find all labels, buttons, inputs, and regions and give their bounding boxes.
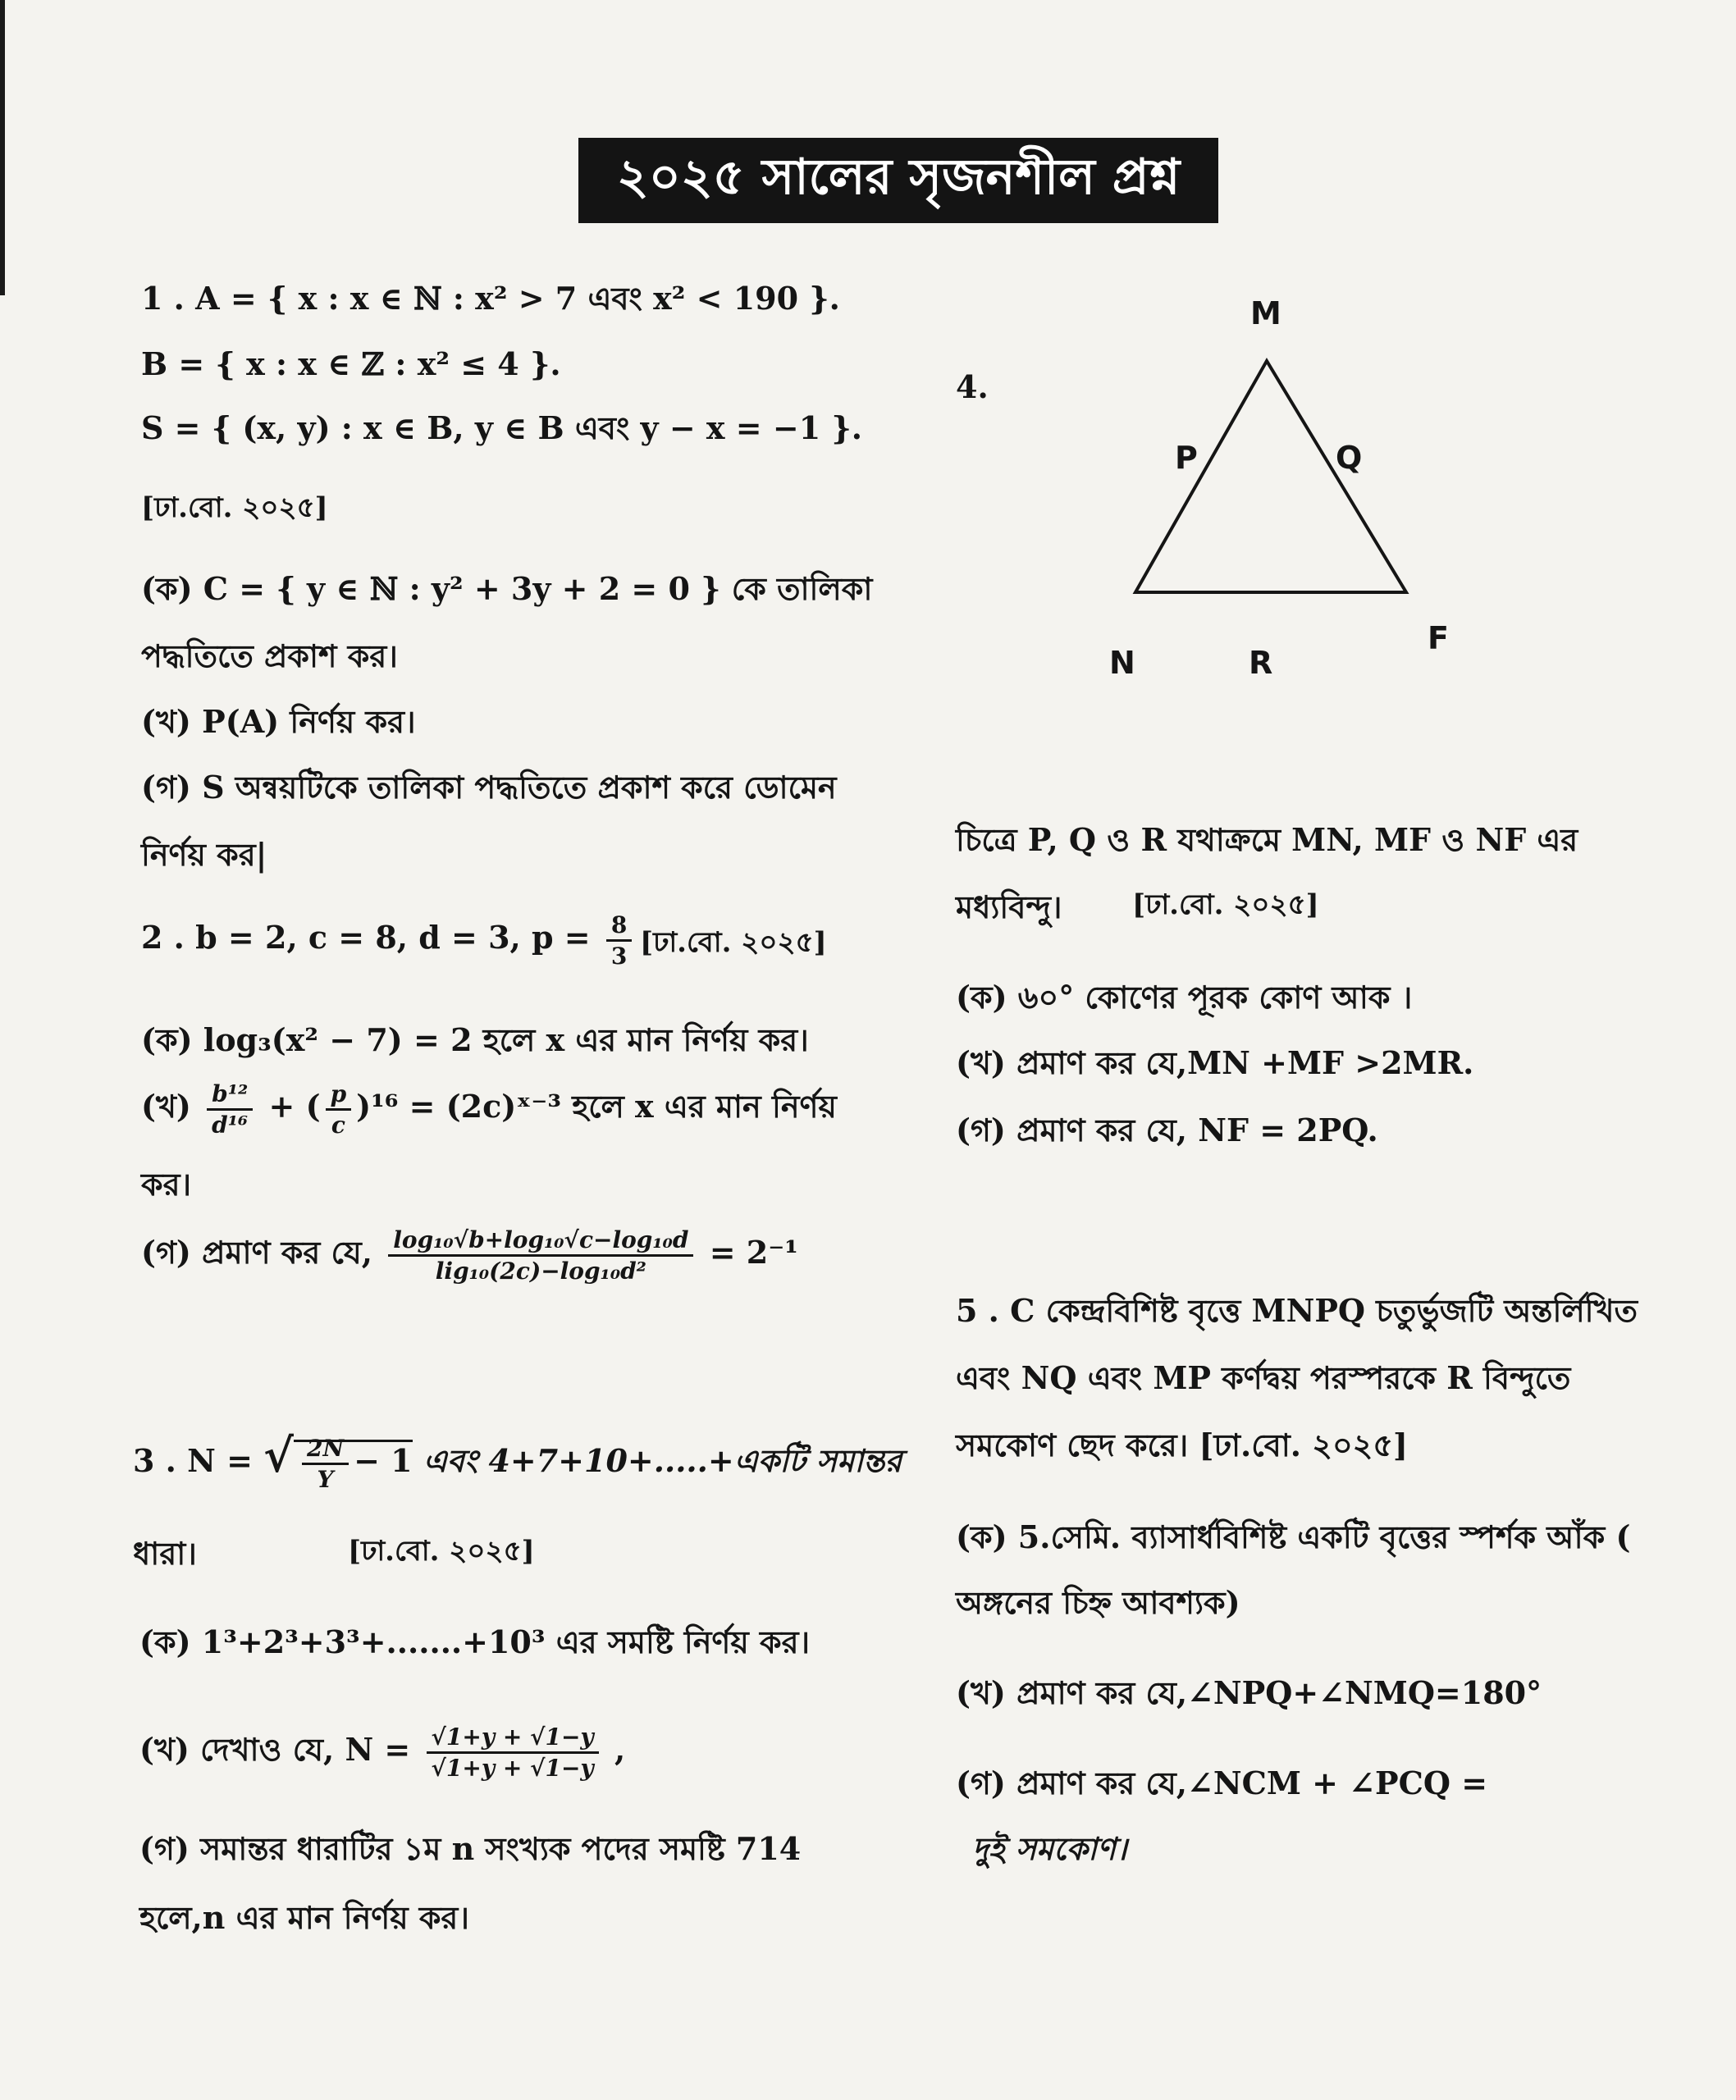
q2-p-fraction — [606, 911, 632, 970]
q3-kha-fraction — [427, 1723, 599, 1783]
q1-line1: 1 . A = { x : x ∈ ℕ : x² > 7 এবং x² < 190 }. — [141, 280, 840, 317]
q2-ga-label: (গ) প্রমাণ কর যে, — [141, 1234, 373, 1271]
label-q: Q — [1336, 440, 1363, 476]
q2-head — [141, 911, 637, 970]
q1-ga-line2: নির্ণয় কর| — [141, 836, 267, 873]
q2-kha-fraction-2 — [326, 1080, 352, 1139]
q3-root — [294, 1435, 413, 1493]
q2-kha-plus: + — [268, 1088, 295, 1125]
q3-board: [ঢা.বো. ২০২৫] — [348, 1535, 535, 1568]
q2-kha-f2-numerator: p — [326, 1080, 352, 1111]
q3-kha-numerator: √1+y + √1−y — [427, 1723, 599, 1754]
q3-ka: (ক) 1³+2³+3³+.......+10³ এর সমষ্টি নির্ণয় কর। — [139, 1623, 811, 1660]
q3-root-fraction — [302, 1434, 349, 1494]
q4-desc-line1: চিত্রে P, Q ও R যথাক্রমে MN, MF ও NF এর — [956, 821, 1578, 858]
q5-ga-line2: দুই সমকোণ। — [972, 1830, 1127, 1867]
q2-p-numerator: 8 — [606, 911, 632, 942]
q3-root-rest: − 1 — [354, 1442, 413, 1479]
q3-kha-end: , — [614, 1731, 626, 1768]
q2-board: [ঢা.বো. ২০২৫] — [640, 926, 827, 959]
q1-line3: S = { (x, y) : x ∈ B, y ∈ B এবং y − x = −1 }. — [141, 409, 863, 446]
triangle-figure — [1099, 287, 1477, 697]
q3-head-text: 3 . N = — [133, 1442, 253, 1479]
label-n: N — [1109, 645, 1135, 681]
q2-kha-label: (খ) — [141, 1088, 191, 1125]
q4-ga: (গ) প্রমাণ কর যে, NF = 2PQ. — [956, 1112, 1378, 1148]
q5-line2: এবং NQ এবং MP কর্ণদ্বয় পরস্পরকে R বিন্দুতে — [956, 1359, 1571, 1396]
q2-p-denominator: 3 — [610, 943, 628, 970]
q5-line1: 5 . C কেন্দ্রবিশিষ্ট বৃত্তে MNPQ চতুর্ভুজটি অন্তর্লিখিত — [956, 1292, 1638, 1329]
q2-ga-fraction — [388, 1226, 693, 1285]
q2-ga — [141, 1226, 798, 1285]
q3-root-denominator: Y — [317, 1466, 334, 1493]
q1-board: [ঢা.বো. ২০২৫] — [141, 491, 328, 524]
page-edge-shadow — [0, 0, 5, 295]
q2-kha: (খ) $\frac{\text{b¹²}}{\text{d¹⁶}}$ + ( $\frac{p}{c}$ )¹⁶ = (2c)ˣ⁻³ হলে x এর মান নির্ণয় — [141, 1080, 837, 1139]
q4-kha: (খ) প্রমাণ কর যে,MN +MF >2MR. — [956, 1044, 1474, 1081]
page-title — [578, 138, 1218, 223]
q2-ga-numerator: log₁₀√b+log₁₀√c−log₁₀d — [388, 1226, 693, 1257]
label-m: M — [1250, 295, 1281, 331]
q2-ka: (ক) log₃(x² − 7) = 2 হলে x এর মান নির্ণয় কর। — [141, 1021, 809, 1058]
q3-ga-line2: হলে,n এর মান নির্ণয় কর। — [139, 1899, 469, 1936]
triangle-mnf — [1135, 361, 1406, 592]
q5-kha: (খ) প্রমাণ কর যে,∠NPQ+∠NMQ=180° — [956, 1674, 1542, 1711]
q2-kha-fraction-1 — [207, 1080, 253, 1139]
q2-kha-f2-denominator: c — [331, 1112, 345, 1139]
q4-desc-line2: মধ্যবিন্দু। — [956, 888, 1062, 925]
q3-tail: এবং 4+7+10+.....+একটি সমান্তর — [423, 1442, 902, 1479]
q2-ga-denominator: lig₁₀(2c)−log₁₀d² — [435, 1258, 646, 1285]
q2-kha-line2: কর। — [141, 1166, 192, 1203]
q3-kha — [139, 1723, 625, 1783]
q4-number: 4. — [956, 368, 989, 405]
page-title-text: ২০২৫ সালের সৃজনশীল প্রশ্ন — [616, 148, 1181, 206]
label-f: F — [1428, 620, 1449, 656]
q5-line3: সমকোণ ছেদ করে। [ঢা.বো. ২০২৫] — [956, 1427, 1409, 1463]
q4-ka: (ক) ৬০° কোণের পূরক কোণ আক । — [956, 979, 1413, 1016]
q2-kha-f1-numerator: b¹² — [207, 1080, 253, 1111]
q1-ka-line2: পদ্ধতিতে প্রকাশ কর। — [141, 637, 398, 674]
label-p: P — [1175, 440, 1198, 476]
q1-ka-line1: (ক) C = { y ∈ ℕ : y² + 3y + 2 = 0 } কে তালিকা — [141, 570, 873, 607]
q4-board: [ঢা.বো. ২০২৫] — [1132, 888, 1319, 921]
label-r: R — [1249, 645, 1273, 681]
q5-ka-line1: (ক) 5.সেমি. ব্যাসার্ধবিশিষ্ট একটি বৃত্তের স্পর্শক আঁক ( — [956, 1518, 1631, 1555]
q2-kha-f1-denominator: d¹⁶ — [212, 1112, 249, 1139]
q1-ga-line1: (গ) S অন্বয়টিকে তালিকা পদ্ধতিতে প্রকাশ করে ডোমেন — [141, 769, 837, 806]
q1-kha: (খ) P(A) নির্ণয় কর। — [141, 703, 416, 740]
q2-ga-rhs: = 2⁻¹ — [709, 1234, 798, 1271]
q3-line2: ধারা। — [133, 1535, 197, 1572]
q3-kha-denominator: √1+y + √1−y — [431, 1755, 594, 1782]
q5-ka-line2: অঙ্গনের চিহ্ন আবশ্যক) — [956, 1584, 1240, 1621]
q3-ga-line1: (গ) সমান্তর ধারাটির ১ম n সংখ্যক পদের সমষ্টি 714 — [139, 1830, 802, 1867]
q3-kha-label: (খ) দেখাও যে, N = — [139, 1731, 411, 1768]
q2-kha-rest: )¹⁶ = (2c)ˣ⁻³ হলে x এর মান নির্ণয় — [356, 1088, 837, 1125]
q3-root-numerator: 2N — [302, 1434, 349, 1465]
q3-head: 3 . N = √ $\frac{2N}{Y}$ − 1 এবং 4+7+10+.....+একটি সমান্তর — [133, 1429, 902, 1493]
q1-line2: B = { x : x ∈ ℤ : x² ≤ 4 }. — [141, 345, 561, 382]
q5-ga-line1: (গ) প্রমাণ কর যে,∠NCM + ∠PCQ = — [956, 1764, 1488, 1801]
q2-head-text: 2 . b = 2, c = 8, d = 3, p = — [141, 919, 591, 956]
